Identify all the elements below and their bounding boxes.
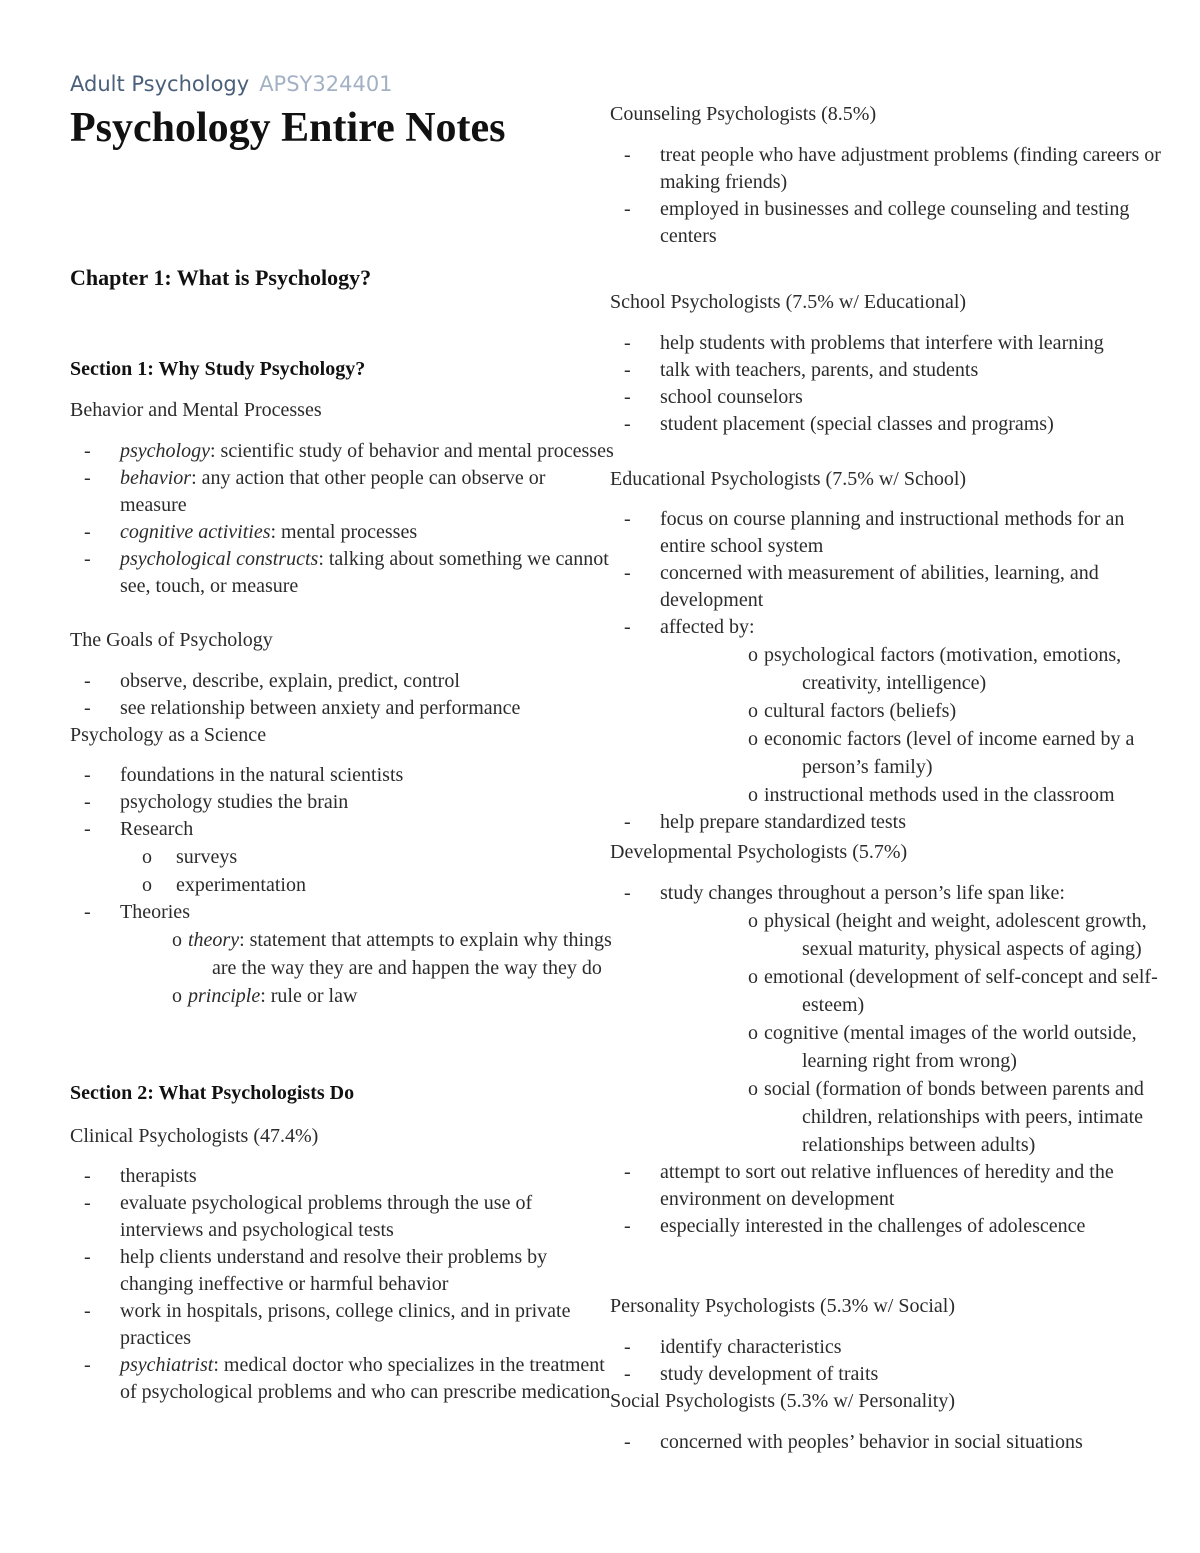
list-item: - behavior: any action that other people can observe or measure xyxy=(84,467,546,516)
bullet-list xyxy=(610,506,1170,836)
sub-item-text: social (formation of bonds between parents and children, relationships with peers, intimate relationships between adults) xyxy=(764,1078,1144,1156)
section-title: Section 2: What Psychologists Do xyxy=(70,1082,355,1104)
sub-item-text: economic factors (level of income earned by a person’s family) xyxy=(764,728,1135,778)
list-item: - help students with problems that interfere with learning xyxy=(624,332,1104,354)
sub-item: o cognitive (mental images of the world outside, learning right from wrong) xyxy=(748,1022,1137,1072)
list-item: - help clients understand and resolve their problems by changing ineffective or harmful behavior xyxy=(84,1246,548,1295)
list-item-text: study development of traits xyxy=(660,1363,879,1385)
list-item-text: employed in businesses and college counseling and testing centers xyxy=(660,198,1130,247)
list-item: - school counselors xyxy=(624,386,803,408)
sub-item: o psychological factors (motivation, emotions, creativity, intelligence) xyxy=(748,644,1122,694)
list-item-text: identify characteristics xyxy=(660,1336,842,1358)
sub-item: o experimentation xyxy=(142,874,306,896)
sub-item-text: psychological factors (motivation, emotions, creativity, intelligence) xyxy=(764,644,1122,694)
list-item-text: see relationship between anxiety and performance xyxy=(120,697,521,719)
list-item: - see relationship between anxiety and performance xyxy=(84,697,521,719)
list-item-text: concerned with measurement of abilities, learning, and development xyxy=(660,562,1099,611)
sub-item-text: cultural factors (beliefs) xyxy=(764,700,957,722)
subheading: Developmental Psychologists (5.7%) xyxy=(610,841,908,863)
course-name[interactable]: Adult Psychology xyxy=(70,72,250,96)
course-code[interactable]: APSY324401 xyxy=(259,72,393,96)
definition: : any action that other people can observe or measure xyxy=(120,467,546,516)
list-item-text: talk with teachers, parents, and students xyxy=(660,359,979,381)
list-item: - help prepare standardized tests xyxy=(624,811,907,833)
list-item-text: student placement (special classes and programs) xyxy=(660,413,1054,435)
bullet-list xyxy=(610,1334,1170,1388)
list-item-text: Theories xyxy=(120,901,190,923)
sub-item-text: instructional methods used in the classroom xyxy=(764,784,1115,806)
bullet-list xyxy=(610,1429,1170,1456)
sub-item: o physical (height and weight, adolescent growth, sexual maturity, physical aspects of aging) xyxy=(748,910,1147,960)
sub-item-text: emotional (development of self-concept and self-esteem) xyxy=(764,966,1158,1016)
subheading: The Goals of Psychology xyxy=(70,629,273,651)
list-item-text: attempt to sort out relative influences of heredity and the environment on development xyxy=(660,1161,1114,1210)
list-item: - talk with teachers, parents, and students xyxy=(624,359,979,381)
list-item-text: foundations in the natural scientists xyxy=(120,764,404,786)
list-item: - cognitive activities: mental processes xyxy=(84,521,418,543)
section-title: Section 1: Why Study Psychology? xyxy=(70,358,366,380)
sub-item-text: experimentation xyxy=(176,874,306,896)
sub-item: o principle: rule or law xyxy=(172,985,358,1007)
list-item-text: psychology studies the brain xyxy=(120,791,349,813)
sub-item: o theory: statement that attempts to explain why things are the way they are and happen the way they do xyxy=(172,929,612,979)
list-item-text: work in hospitals, prisons, college clinics, and in private practices xyxy=(120,1300,571,1349)
sub-list xyxy=(120,843,615,899)
course-header xyxy=(70,72,393,96)
list-item-text: help prepare standardized tests xyxy=(660,811,907,833)
list-item: - psychology studies the brain xyxy=(84,791,349,813)
chapter-title: Chapter 1: What is Psychology? xyxy=(70,265,372,290)
sub-item: o economic factors (level of income earned by a person’s family) xyxy=(748,728,1135,778)
bullet-list xyxy=(70,668,615,722)
definition: : statement that attempts to explain why things are the way they are and happen the way they do xyxy=(212,929,612,979)
list-item: - Research o surveys o experimentation xyxy=(70,816,615,899)
sub-item: o social (formation of bonds between parents and children, relationships with peers, intimate relationships between adults) xyxy=(748,1078,1144,1156)
bullet-list xyxy=(610,142,1170,250)
list-item-text: school counselors xyxy=(660,386,803,408)
subheading: Behavior and Mental Processes xyxy=(70,399,322,421)
list-item: - study development of traits xyxy=(624,1363,879,1385)
bullet-list xyxy=(70,438,615,600)
sub-list xyxy=(120,926,615,1010)
list-item: - psychiatrist: medical doctor who specializes in the treatment of psychological problems and who can prescribe medication xyxy=(84,1354,611,1403)
list-item: - therapists xyxy=(84,1165,197,1187)
list-item: - student placement (special classes and programs) xyxy=(624,413,1054,435)
sub-item: o instructional methods used in the classroom xyxy=(748,784,1115,806)
list-item: - focus on course planning and instructional methods for an entire school system xyxy=(624,508,1125,557)
bullet-list xyxy=(610,880,1170,1240)
sub-item-text: cognitive (mental images of the world outside, learning right from wrong) xyxy=(764,1022,1137,1072)
bullet-list xyxy=(70,762,615,1010)
list-item: - study changes throughout a person’s life span like: o physical (height and weight, adolescent growth, sexual maturity, physical aspects of aging) o emotional (development of self-concept and self-esteem) o cognitive (mental images of the world outside, learning right from wrong) o social (formation of bonds between parents and children, relationships with peers, intimate relationships between adults) xyxy=(610,880,1170,1159)
list-item: - especially interested in the challenges of adolescence xyxy=(624,1215,1086,1237)
list-item: - employed in businesses and college counseling and testing centers xyxy=(624,198,1130,247)
bullet-list xyxy=(610,330,1170,438)
subheading: Psychology as a Science xyxy=(70,724,267,746)
list-item: - evaluate psychological problems through the use of interviews and psychological tests xyxy=(84,1192,533,1241)
term: psychological constructs xyxy=(120,548,319,570)
list-item: - affected by: o psychological factors (motivation, emotions, creativity, intelligence) o cultural factors (beliefs) o economic factors (level of income earned by a person’s family) o instructional methods used in the classroom xyxy=(610,614,1170,809)
bullet-list xyxy=(70,1163,615,1406)
list-item: - foundations in the natural scientists xyxy=(84,764,404,786)
term: psychology xyxy=(120,440,210,462)
list-item: - identify characteristics xyxy=(624,1336,842,1358)
definition: : mental processes xyxy=(270,521,418,543)
list-item-text: help clients understand and resolve their problems by changing ineffective or harmful behavior xyxy=(120,1246,548,1295)
subheading: School Psychologists (7.5% w/ Educational) xyxy=(610,291,967,313)
list-item-text: observe, describe, explain, predict, control xyxy=(120,670,460,692)
list-item-text: affected by: xyxy=(660,616,755,638)
list-item: - treat people who have adjustment problems (finding careers or making friends) xyxy=(624,144,1161,193)
subheading: Counseling Psychologists (8.5%) xyxy=(610,103,877,125)
list-item: - psychological constructs: talking about something we cannot see, touch, or measure xyxy=(84,548,609,597)
subheading: Social Psychologists (5.3% w/ Personality) xyxy=(610,1390,955,1412)
list-item-text: study changes throughout a person’s life span like: xyxy=(660,882,1065,904)
sub-item: o emotional (development of self-concept and self-esteem) xyxy=(748,966,1158,1016)
term: behavior xyxy=(120,467,192,489)
list-item: - observe, describe, explain, predict, control xyxy=(84,670,460,692)
sub-item: o surveys xyxy=(142,846,238,868)
list-item-text: therapists xyxy=(120,1165,197,1187)
list-item-text: concerned with peoples’ behavior in social situations xyxy=(660,1431,1083,1453)
definition: : rule or law xyxy=(260,985,358,1007)
subheading: Personality Psychologists (5.3% w/ Social) xyxy=(610,1295,955,1317)
sub-list xyxy=(660,641,1170,809)
definition: : talking about something we cannot see, touch, or measure xyxy=(120,548,609,597)
list-item-text: evaluate psychological problems through the use of interviews and psychological tests xyxy=(120,1192,533,1241)
definition: : scientific study of behavior and mental processes xyxy=(209,440,614,462)
term: cognitive activities xyxy=(120,521,271,543)
list-item-text: Research xyxy=(120,818,194,840)
sub-list xyxy=(660,907,1170,1159)
list-item: - work in hospitals, prisons, college clinics, and in private practices xyxy=(84,1300,571,1349)
term: principle xyxy=(188,985,261,1007)
sub-item-text: physical (height and weight, adolescent growth, sexual maturity, physical aspects of aging) xyxy=(764,910,1147,960)
subheading: Clinical Psychologists (47.4%) xyxy=(70,1125,319,1147)
list-item-text: especially interested in the challenges of adolescence xyxy=(660,1215,1086,1237)
sub-item: o cultural factors (beliefs) xyxy=(748,700,957,722)
list-item: - concerned with peoples’ behavior in social situations xyxy=(624,1431,1083,1453)
list-item-text: help students with problems that interfere with learning xyxy=(660,332,1104,354)
term: theory xyxy=(188,929,240,951)
list-item: - Theories o theory: statement that attempts to explain why things are the way they are and happen the way they do o principle: rule or law xyxy=(70,899,615,1010)
document-title: Psychology Entire Notes xyxy=(70,105,506,151)
sub-item-text: surveys xyxy=(176,846,238,868)
definition: : medical doctor who specializes in the treatment of psychological problems and who can prescribe medication xyxy=(120,1354,611,1403)
list-item-text: treat people who have adjustment problems (finding careers or making friends) xyxy=(660,144,1161,193)
list-item: - attempt to sort out relative influences of heredity and the environment on development xyxy=(624,1161,1114,1210)
term: psychiatrist xyxy=(120,1354,214,1376)
list-item: - psychology: scientific study of behavior and mental processes xyxy=(84,440,614,462)
list-item-text: focus on course planning and instructional methods for an entire school system xyxy=(660,508,1125,557)
subheading: Educational Psychologists (7.5% w/ School) xyxy=(610,468,967,490)
list-item: - concerned with measurement of abilities, learning, and development xyxy=(624,562,1099,611)
